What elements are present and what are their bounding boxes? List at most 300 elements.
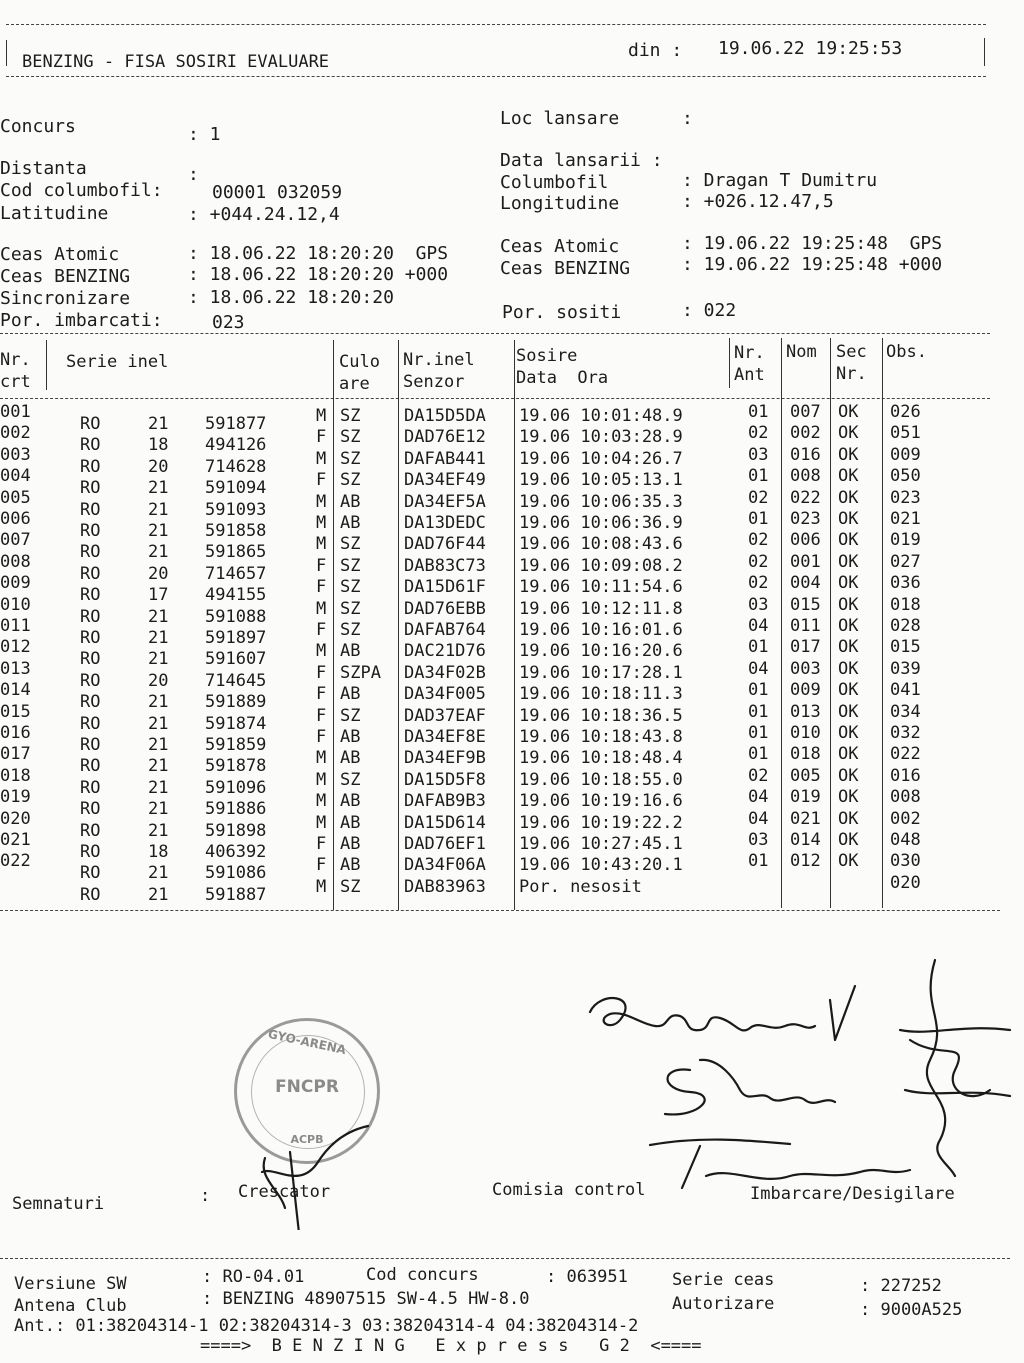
row-color: AB: [340, 513, 361, 533]
semnaturi-label: Semnaturi: [12, 1194, 105, 1214]
row-antenna: 01: [748, 851, 769, 872]
row-ring-number: 406392: [205, 842, 267, 862]
row-sex: F: [316, 705, 327, 726]
row-arrival: 19.06 10:27:45.1: [519, 834, 683, 854]
row-sensor: DAD76F44: [404, 534, 486, 555]
antena-club-label: Antena Club: [14, 1296, 127, 1316]
row-sec: OK: [838, 787, 859, 808]
row-arrival: 19.06 10:18:48.4: [519, 748, 683, 769]
serie-ceas-value: : 227252: [860, 1276, 942, 1296]
row-color: SZPA: [340, 662, 381, 683]
th-nrinel-2: Senzor: [403, 372, 465, 392]
date-value: 19.06.22 19:25:53: [718, 38, 903, 59]
row-ring-number: 591607: [205, 649, 267, 670]
row-sex: F: [316, 855, 327, 876]
row-year: 21: [148, 692, 169, 713]
header-border-bottom: [6, 76, 986, 77]
imbarcare-desigilare-label: Imbarcare/Desigilare: [750, 1184, 955, 1204]
row-year: 21: [148, 499, 169, 520]
row-nom: 017: [790, 637, 821, 658]
sheet-title: BENZING - FISA SOSIRI EVALUARE: [22, 52, 330, 72]
row-arrival: 19.06 10:18:43.8: [519, 727, 683, 747]
table-bottom-rule: [0, 910, 1000, 911]
row-sex: M: [316, 534, 327, 555]
row-sensor: DA34F005: [404, 684, 486, 705]
row-sec: OK: [838, 423, 859, 444]
row-nr: 004: [0, 466, 31, 487]
th-nr-2: crt: [0, 372, 31, 392]
row-year: 20: [148, 563, 169, 584]
signature-stefan: [665, 1060, 835, 1115]
row-sex: M: [316, 812, 327, 833]
row-obs: 022: [890, 744, 921, 765]
row-obs: 018: [890, 594, 921, 615]
row-color: SZ: [340, 769, 361, 790]
row-obs: 028: [890, 616, 921, 636]
longitudine-label: Longitudine: [500, 193, 620, 214]
columbofil-label: Columbofil: [500, 172, 609, 193]
row-year: 21: [148, 521, 169, 541]
row-sec: OK: [838, 616, 859, 636]
row-nr: 006: [0, 509, 31, 529]
row-color: SZ: [340, 620, 361, 640]
row-nr: 018: [0, 765, 31, 786]
row-color: SZ: [340, 876, 361, 897]
row-year: 21: [148, 756, 169, 777]
row-nr: 002: [0, 423, 31, 444]
row-country: RO: [80, 713, 101, 734]
row-sec: OK: [838, 808, 859, 829]
row-ring-number: 591878: [205, 756, 267, 777]
row-sensor: DA34EF9B: [404, 748, 486, 769]
row-obs: 048: [890, 830, 921, 850]
row-arrival: 19.06 10:06:36.9: [519, 513, 683, 533]
row-color: SZ: [340, 406, 361, 426]
row-sensor: DAFAB764: [404, 620, 486, 640]
header-border-top: [6, 24, 986, 25]
row-arrival: 19.06 10:04:26.7: [519, 448, 683, 469]
row-sec: OK: [838, 680, 859, 701]
row-color: AB: [340, 791, 361, 812]
row-sex: M: [316, 448, 327, 469]
row-antenna: 02: [748, 487, 769, 508]
row-sec: OK: [838, 530, 859, 551]
row-obs: 041: [890, 680, 921, 701]
row-sensor: DAFAB441: [404, 448, 486, 469]
benzing-brand-line: ====> B E N Z I N G E x p r e s s G 2 <====: [200, 1336, 702, 1356]
row-nr: 017: [0, 744, 31, 765]
row-ring-number: 591886: [205, 799, 267, 820]
row-arrival: 19.06 10:17:28.1: [519, 662, 683, 683]
row-obs: 019: [890, 530, 921, 551]
row-nom: 013: [790, 701, 821, 722]
row-sex: F: [316, 834, 327, 854]
row-sec: OK: [838, 830, 859, 850]
row-color: AB: [340, 641, 361, 662]
row-ring-number: 714645: [205, 670, 267, 691]
row-sec: OK: [838, 594, 859, 615]
row-nr: 012: [0, 637, 31, 658]
row-country: RO: [80, 435, 101, 456]
row-antenna: 01: [748, 509, 769, 529]
row-sec: OK: [838, 765, 859, 786]
concurs-label: Concurs: [0, 116, 76, 137]
row-country: RO: [80, 842, 101, 862]
row-nom: 015: [790, 594, 821, 615]
row-obs: 032: [890, 723, 921, 743]
semnaturi-colon: :: [200, 1186, 211, 1206]
stamp-bottom-text: ACPB: [290, 1133, 324, 1146]
header-border-left: [6, 40, 7, 66]
row-year: 18: [148, 842, 169, 862]
row-obs: 015: [890, 637, 921, 658]
table-header-rule: [0, 398, 990, 399]
row-sec: OK: [838, 723, 859, 743]
autorizare-label: Autorizare: [672, 1294, 775, 1314]
row-nom: 005: [790, 765, 821, 786]
row-ring-number: 714657: [205, 563, 267, 584]
ceas-benzing-sosire-value: : 19.06.22 19:25:48 +000: [682, 254, 943, 275]
row-antenna: 01: [748, 744, 769, 765]
row-country: RO: [80, 670, 101, 691]
columbofil-value: : Dragan T Dumitru: [682, 170, 878, 191]
crescator-label: Crescator: [238, 1182, 331, 1202]
row-year: 21: [148, 414, 169, 434]
row-arrival: 19.06 10:18:11.3: [519, 684, 683, 705]
row-sec: OK: [838, 851, 859, 872]
row-sex: F: [316, 727, 327, 747]
row-color: SZ: [340, 448, 361, 469]
versiune-sw-label: Versiune SW: [14, 1274, 127, 1294]
row-nom: 018: [790, 744, 821, 765]
row-antenna: 02: [748, 551, 769, 572]
row-antenna: 02: [748, 573, 769, 594]
ceas-atomic-sosire-value: : 19.06.22 19:25:48 GPS: [682, 233, 943, 254]
cod-columbofil-label: Cod columbofil:: [0, 180, 163, 201]
row-arrival: 19.06 10:19:22.2: [519, 812, 683, 833]
row-antenna: 01: [748, 466, 769, 487]
row-country: RO: [80, 692, 101, 713]
row-year: 21: [148, 777, 169, 798]
row-nr: 011: [0, 616, 31, 636]
row-sec: OK: [838, 551, 859, 572]
row-country: RO: [80, 799, 101, 820]
row-sec: OK: [838, 637, 859, 658]
row-obs: 008: [890, 787, 921, 808]
row-sensor: DA15D614: [404, 812, 486, 833]
row-antenna: 04: [748, 808, 769, 829]
row-arrival: 19.06 10:08:43.6: [519, 534, 683, 555]
row-obs: 036: [890, 573, 921, 594]
row-year: 21: [148, 799, 169, 820]
row-country: RO: [80, 563, 101, 584]
autorizare-value: : 9000A525: [860, 1300, 963, 1320]
th-sec-2: Nr.: [836, 364, 867, 384]
row-nr: 019: [0, 787, 31, 808]
row-nr: 008: [0, 551, 31, 572]
serie-ceas-label: Serie ceas: [672, 1270, 775, 1290]
row-year: 21: [148, 628, 169, 648]
row-sex: F: [316, 555, 327, 576]
row-color: SZ: [340, 427, 361, 448]
row-year: 20: [148, 456, 169, 477]
row-color: SZ: [340, 705, 361, 726]
row-sensor: DAC21D76: [404, 641, 486, 662]
stamp-center-text: FNCPR: [275, 1077, 339, 1097]
row-arrival: 19.06 10:01:48.9: [519, 406, 683, 426]
row-country: RO: [80, 820, 101, 841]
row-obs: 026: [890, 402, 921, 422]
row-ring-number: 591088: [205, 606, 267, 627]
row-color: AB: [340, 748, 361, 769]
row-nr: 020: [0, 808, 31, 829]
row-ring-number: 591897: [205, 628, 267, 648]
row-sex: F: [316, 577, 327, 598]
row-sensor: DA34F06A: [404, 855, 486, 876]
row-country: RO: [80, 542, 101, 563]
row-antenna: 03: [748, 444, 769, 465]
row-year: 17: [148, 585, 169, 606]
row-arrival: 19.06 10:05:13.1: [519, 470, 683, 491]
row-sex: M: [316, 769, 327, 790]
row-obs: 030: [890, 851, 921, 872]
row-country: RO: [80, 628, 101, 648]
row-color: SZ: [340, 598, 361, 619]
distanta-value: :: [188, 164, 199, 185]
row-nom: 010: [790, 723, 821, 743]
row-sensor: DA15D61F: [404, 577, 486, 598]
row-country: RO: [80, 521, 101, 541]
row-sensor: DA15D5DA: [404, 406, 486, 426]
row-ring-number: 591093: [205, 499, 267, 520]
row-sex: F: [316, 470, 327, 491]
th-nr-1: Nr.: [0, 350, 31, 370]
row-obs: 009: [890, 444, 921, 465]
longitudine-value: : +026.12.47,5: [682, 191, 834, 212]
row-nom: 006: [790, 530, 821, 551]
ceas-benzing-label: Ceas BENZING: [0, 266, 131, 287]
row-arrival: 19.06 10:43:20.1: [519, 855, 683, 876]
th-ant-1: Nr.: [734, 343, 765, 363]
row-sex: M: [316, 406, 327, 426]
row-nom: 004: [790, 573, 821, 594]
row-antenna: 03: [748, 594, 769, 615]
row-year: 21: [148, 884, 169, 905]
row-color: AB: [340, 812, 361, 833]
row-sex: M: [316, 791, 327, 812]
th-ant-2: Ant: [734, 365, 765, 385]
row-sec: OK: [838, 402, 859, 422]
row-antenna: 01: [748, 701, 769, 722]
row-ring-number: 591086: [205, 863, 267, 884]
distanta-label: Distanta: [0, 158, 87, 179]
row-sex: F: [316, 620, 327, 640]
row-sec: OK: [838, 509, 859, 529]
ceas-atomic-sosire-label: Ceas Atomic: [500, 236, 620, 257]
row-obs: 023: [890, 487, 921, 508]
row-year: 18: [148, 435, 169, 456]
row-obs: 039: [890, 658, 921, 679]
row-sex: F: [316, 684, 327, 705]
row-country: RO: [80, 414, 101, 434]
row-obs: 050: [890, 466, 921, 487]
row-nom: 021: [790, 808, 821, 829]
signature-crescator: [262, 1126, 368, 1230]
date-label: din :: [628, 40, 683, 61]
col-sep-nr: [46, 340, 47, 390]
row-sex: F: [316, 427, 327, 448]
row-antenna: 02: [748, 530, 769, 551]
row-nom: 009: [790, 680, 821, 701]
row-nom: 014: [790, 830, 821, 850]
ceas-atomic-label: Ceas Atomic: [0, 244, 120, 265]
row-ring-number: 591898: [205, 820, 267, 841]
row-sensor: DA34EF49: [404, 470, 486, 491]
row-nr: 015: [0, 701, 31, 722]
row-arrival: 19.06 10:12:11.8: [519, 598, 683, 619]
row-arrival: 19.06 10:06:35.3: [519, 491, 683, 512]
th-culoare-1: Culo: [339, 352, 380, 372]
th-nrinel-1: Nr.inel: [403, 350, 475, 370]
row-sec: OK: [838, 466, 859, 487]
latitudine-label: Latitudine: [0, 203, 109, 224]
row-nom: 011: [790, 616, 821, 636]
row-sensor: DA34EF8E: [404, 727, 486, 747]
row-country: RO: [80, 456, 101, 477]
row-ring-number: 591859: [205, 735, 267, 755]
row-arrival: 19.06 10:11:54.6: [519, 577, 683, 598]
row-country: RO: [80, 735, 101, 755]
por-imbarcati-value: 023: [212, 312, 245, 333]
row-nom: 012: [790, 851, 821, 872]
row-obs: 021: [890, 509, 921, 529]
row-sensor: DA15D5F8: [404, 769, 486, 790]
por-sositi-label: Por. sositi: [502, 302, 622, 323]
th-obs: Obs.: [886, 342, 927, 362]
row-sec: OK: [838, 444, 859, 465]
row-sensor: DAD76E12: [404, 427, 486, 448]
row-antenna: 01: [748, 723, 769, 743]
por-sositi-value: : 022: [682, 300, 737, 321]
row-color: SZ: [340, 577, 361, 598]
row-sec: OK: [838, 701, 859, 722]
row-country: RO: [80, 884, 101, 905]
por-imbarcati-label: Por. imbarcati:: [0, 310, 163, 331]
footer-rule: [0, 1258, 1010, 1259]
row-nr: 005: [0, 487, 31, 508]
row-ring-number: 494126: [205, 435, 267, 456]
row-sensor: DA13DEDC: [404, 513, 486, 533]
row-ring-number: 591887: [205, 884, 267, 905]
row-nr: 022: [0, 851, 31, 872]
row-arrival: 19.06 10:18:36.5: [519, 705, 683, 726]
row-year: 21: [148, 735, 169, 755]
row-nr: 001: [0, 402, 31, 422]
row-nom: 007: [790, 402, 821, 422]
th-culoare-2: are: [339, 374, 370, 394]
concurs-value: : 1: [188, 124, 221, 145]
row-ring-number: 591865: [205, 542, 267, 563]
row-year: 21: [148, 649, 169, 670]
row-arrival: 19.06 10:16:20.6: [519, 641, 683, 662]
antenna-serials: Ant.: 01:38204314-1 02:38204314-3 03:38204314-4 04:38204314-2: [14, 1316, 639, 1336]
row-color: AB: [340, 491, 361, 512]
row-antenna: 03: [748, 830, 769, 850]
row-antenna: 01: [748, 680, 769, 701]
latitudine-value: : +044.24.12,4: [188, 204, 340, 225]
row-nom: 003: [790, 658, 821, 679]
row-antenna: 02: [748, 423, 769, 444]
ceas-benzing-sosire-label: Ceas BENZING: [500, 258, 631, 279]
row-color: SZ: [340, 534, 361, 555]
th-nom: Nom: [786, 342, 817, 362]
row-nom: 019: [790, 787, 821, 808]
row-arrival: 19.06 10:19:16.6: [519, 791, 683, 812]
comisia-control-label: Comisia control: [492, 1180, 646, 1200]
row-sensor: DAB83963: [404, 876, 486, 897]
row-ring-number: 591877: [205, 414, 267, 434]
row-country: RO: [80, 863, 101, 884]
row-year: 21: [148, 713, 169, 734]
row-country: RO: [80, 756, 101, 777]
row-obs: 020: [890, 872, 921, 893]
cod-concurs-value: : 063951: [546, 1267, 628, 1287]
ceas-atomic-value: : 18.06.22 18:20:20 GPS: [188, 243, 449, 264]
row-obs: 016: [890, 765, 921, 786]
row-country: RO: [80, 499, 101, 520]
row-nr: 013: [0, 658, 31, 679]
row-nr: 016: [0, 723, 31, 743]
row-arrival: 19.06 10:03:28.9: [519, 427, 683, 448]
row-sex: M: [316, 598, 327, 619]
ceas-benzing-value: : 18.06.22 18:20:20 +000: [188, 264, 449, 285]
row-nom: 022: [790, 487, 821, 508]
loc-lansare-label: Loc lansare: [500, 108, 620, 129]
row-antenna: 04: [748, 658, 769, 679]
sincronizare-label: Sincronizare: [0, 288, 131, 309]
row-year: 21: [148, 606, 169, 627]
row-obs: 034: [890, 701, 921, 722]
versiune-sw-value: : RO-04.01: [202, 1267, 305, 1287]
row-country: RO: [80, 649, 101, 670]
row-color: AB: [340, 834, 361, 854]
row-obs: 027: [890, 551, 921, 572]
row-country: RO: [80, 606, 101, 627]
row-nom: 016: [790, 444, 821, 465]
row-color: SZ: [340, 470, 361, 491]
row-sex: M: [316, 641, 327, 662]
data-lansarii-label: Data lansarii :: [500, 150, 663, 171]
row-sensor: DAB83C73: [404, 555, 486, 576]
row-antenna: 04: [748, 616, 769, 636]
row-year: 20: [148, 670, 169, 691]
signature-commission-2: [910, 1040, 990, 1096]
row-sensor: DA34EF5A: [404, 491, 486, 512]
row-color: AB: [340, 684, 361, 705]
row-ring-number: 591858: [205, 521, 267, 541]
th-sosire-1: Sosire: [516, 346, 578, 366]
row-ring-number: 494155: [205, 585, 267, 606]
row-nom: 008: [790, 466, 821, 487]
row-arrival: 19.06 10:09:08.2: [519, 555, 683, 576]
row-antenna: 02: [748, 765, 769, 786]
row-sensor: DAD37EAF: [404, 705, 486, 726]
row-nr: 010: [0, 594, 31, 615]
row-arrival: 19.06 10:16:01.6: [519, 620, 683, 640]
cod-columbofil-value: 00001 032059: [212, 182, 343, 203]
row-obs: 051: [890, 423, 921, 444]
row-arrival: Por. nesosit: [519, 876, 642, 897]
